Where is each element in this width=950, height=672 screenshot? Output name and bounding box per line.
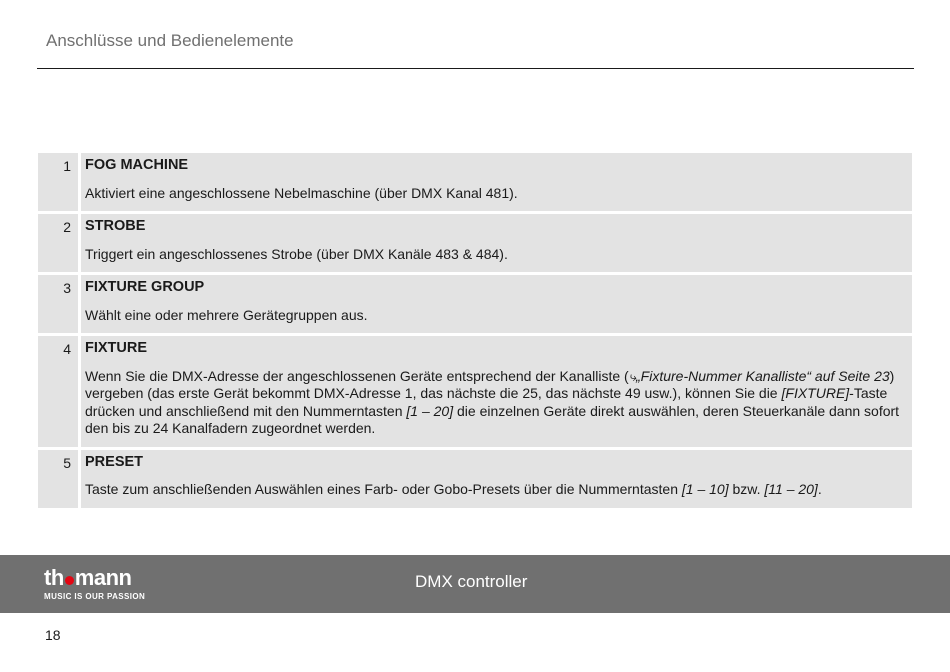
- logo-wordmark: [44, 567, 145, 589]
- key-range: [1 – 20]: [406, 402, 454, 419]
- row-number: 1: [38, 153, 78, 211]
- row-label: FOG MACHINE: [85, 157, 189, 173]
- row-label: PRESET: [85, 453, 144, 470]
- table-row: [38, 153, 912, 211]
- row-number: 3: [38, 275, 78, 333]
- key-range: [1 – 10]: [681, 481, 729, 497]
- table-row: [38, 275, 912, 333]
- row-number: 4: [38, 336, 78, 447]
- table-row: [38, 336, 912, 447]
- cross-reference-icon: ⤷: [628, 368, 636, 384]
- logo-tagline: MUSIC IS OUR PASSION: [44, 592, 146, 601]
- row-content: [81, 336, 912, 447]
- row-description: [85, 368, 904, 438]
- row-content: [81, 450, 912, 508]
- desc-text: -Taste drücken und anschließend mit den Nummerntasten: [85, 385, 888, 419]
- row-number: 2: [38, 214, 78, 272]
- footer-band: [0, 555, 950, 613]
- desc-text: Taste zum anschließenden Auswählen eines Farb- oder Gobo-Presets über die Nummerntasten: [85, 481, 682, 497]
- thomann-logo: [44, 567, 145, 601]
- desc-text: .: [817, 481, 822, 497]
- table-row: [38, 214, 912, 272]
- row-description: Aktiviert eine angeschlossene Nebelmaschine (über DMX Kanal 481).: [85, 184, 518, 201]
- row-content: [81, 153, 912, 211]
- desc-text: die einzelnen Geräte direkt auswählen, deren Steuerkanäle dann sofort den bis zu 24 Kanalfadern zugeordnet werden.: [85, 402, 900, 436]
- desc-text: ) vergeben (das erste Gerät bekommt DMX-Adresse 1, das nächste die 25, das nächste 49 usw.), können Sie die: [85, 367, 895, 401]
- page-number: 18: [45, 627, 61, 643]
- cross-reference-link[interactable]: „Fixture-Nummer Kanalliste“ auf Seite 23: [636, 367, 890, 384]
- key-fixture: [FIXTURE]: [781, 385, 850, 401]
- section-title: Anschlüsse und Bedienelemente: [46, 31, 294, 50]
- desc-text: Wenn Sie die DMX-Adresse der angeschlossenen Geräte entsprechend der Kanalliste (: [85, 367, 629, 384]
- row-number: 5: [38, 450, 78, 508]
- logo-text-left: th: [44, 565, 64, 590]
- product-name: DMX controller: [415, 572, 528, 591]
- row-label: FIXTURE GROUP: [85, 279, 205, 295]
- row-label: FIXTURE: [85, 340, 148, 356]
- row-label: STROBE: [85, 218, 146, 234]
- logo-text-right: mann: [74, 565, 132, 590]
- header-divider: [37, 68, 914, 69]
- row-content: [81, 214, 912, 272]
- row-content: [81, 275, 912, 333]
- row-description: Wählt eine oder mehrere Gerätegruppen aus.: [85, 306, 368, 323]
- desc-text: bzw.: [728, 481, 765, 497]
- logo-dot-icon: [65, 576, 74, 585]
- table-row: [38, 450, 912, 508]
- controls-table: [38, 153, 912, 511]
- row-description: Triggert ein angeschlossenes Strobe (über DMX Kanäle 483 & 484).: [85, 245, 508, 262]
- row-description: [85, 481, 904, 499]
- key-range: [11 – 20]: [764, 481, 818, 497]
